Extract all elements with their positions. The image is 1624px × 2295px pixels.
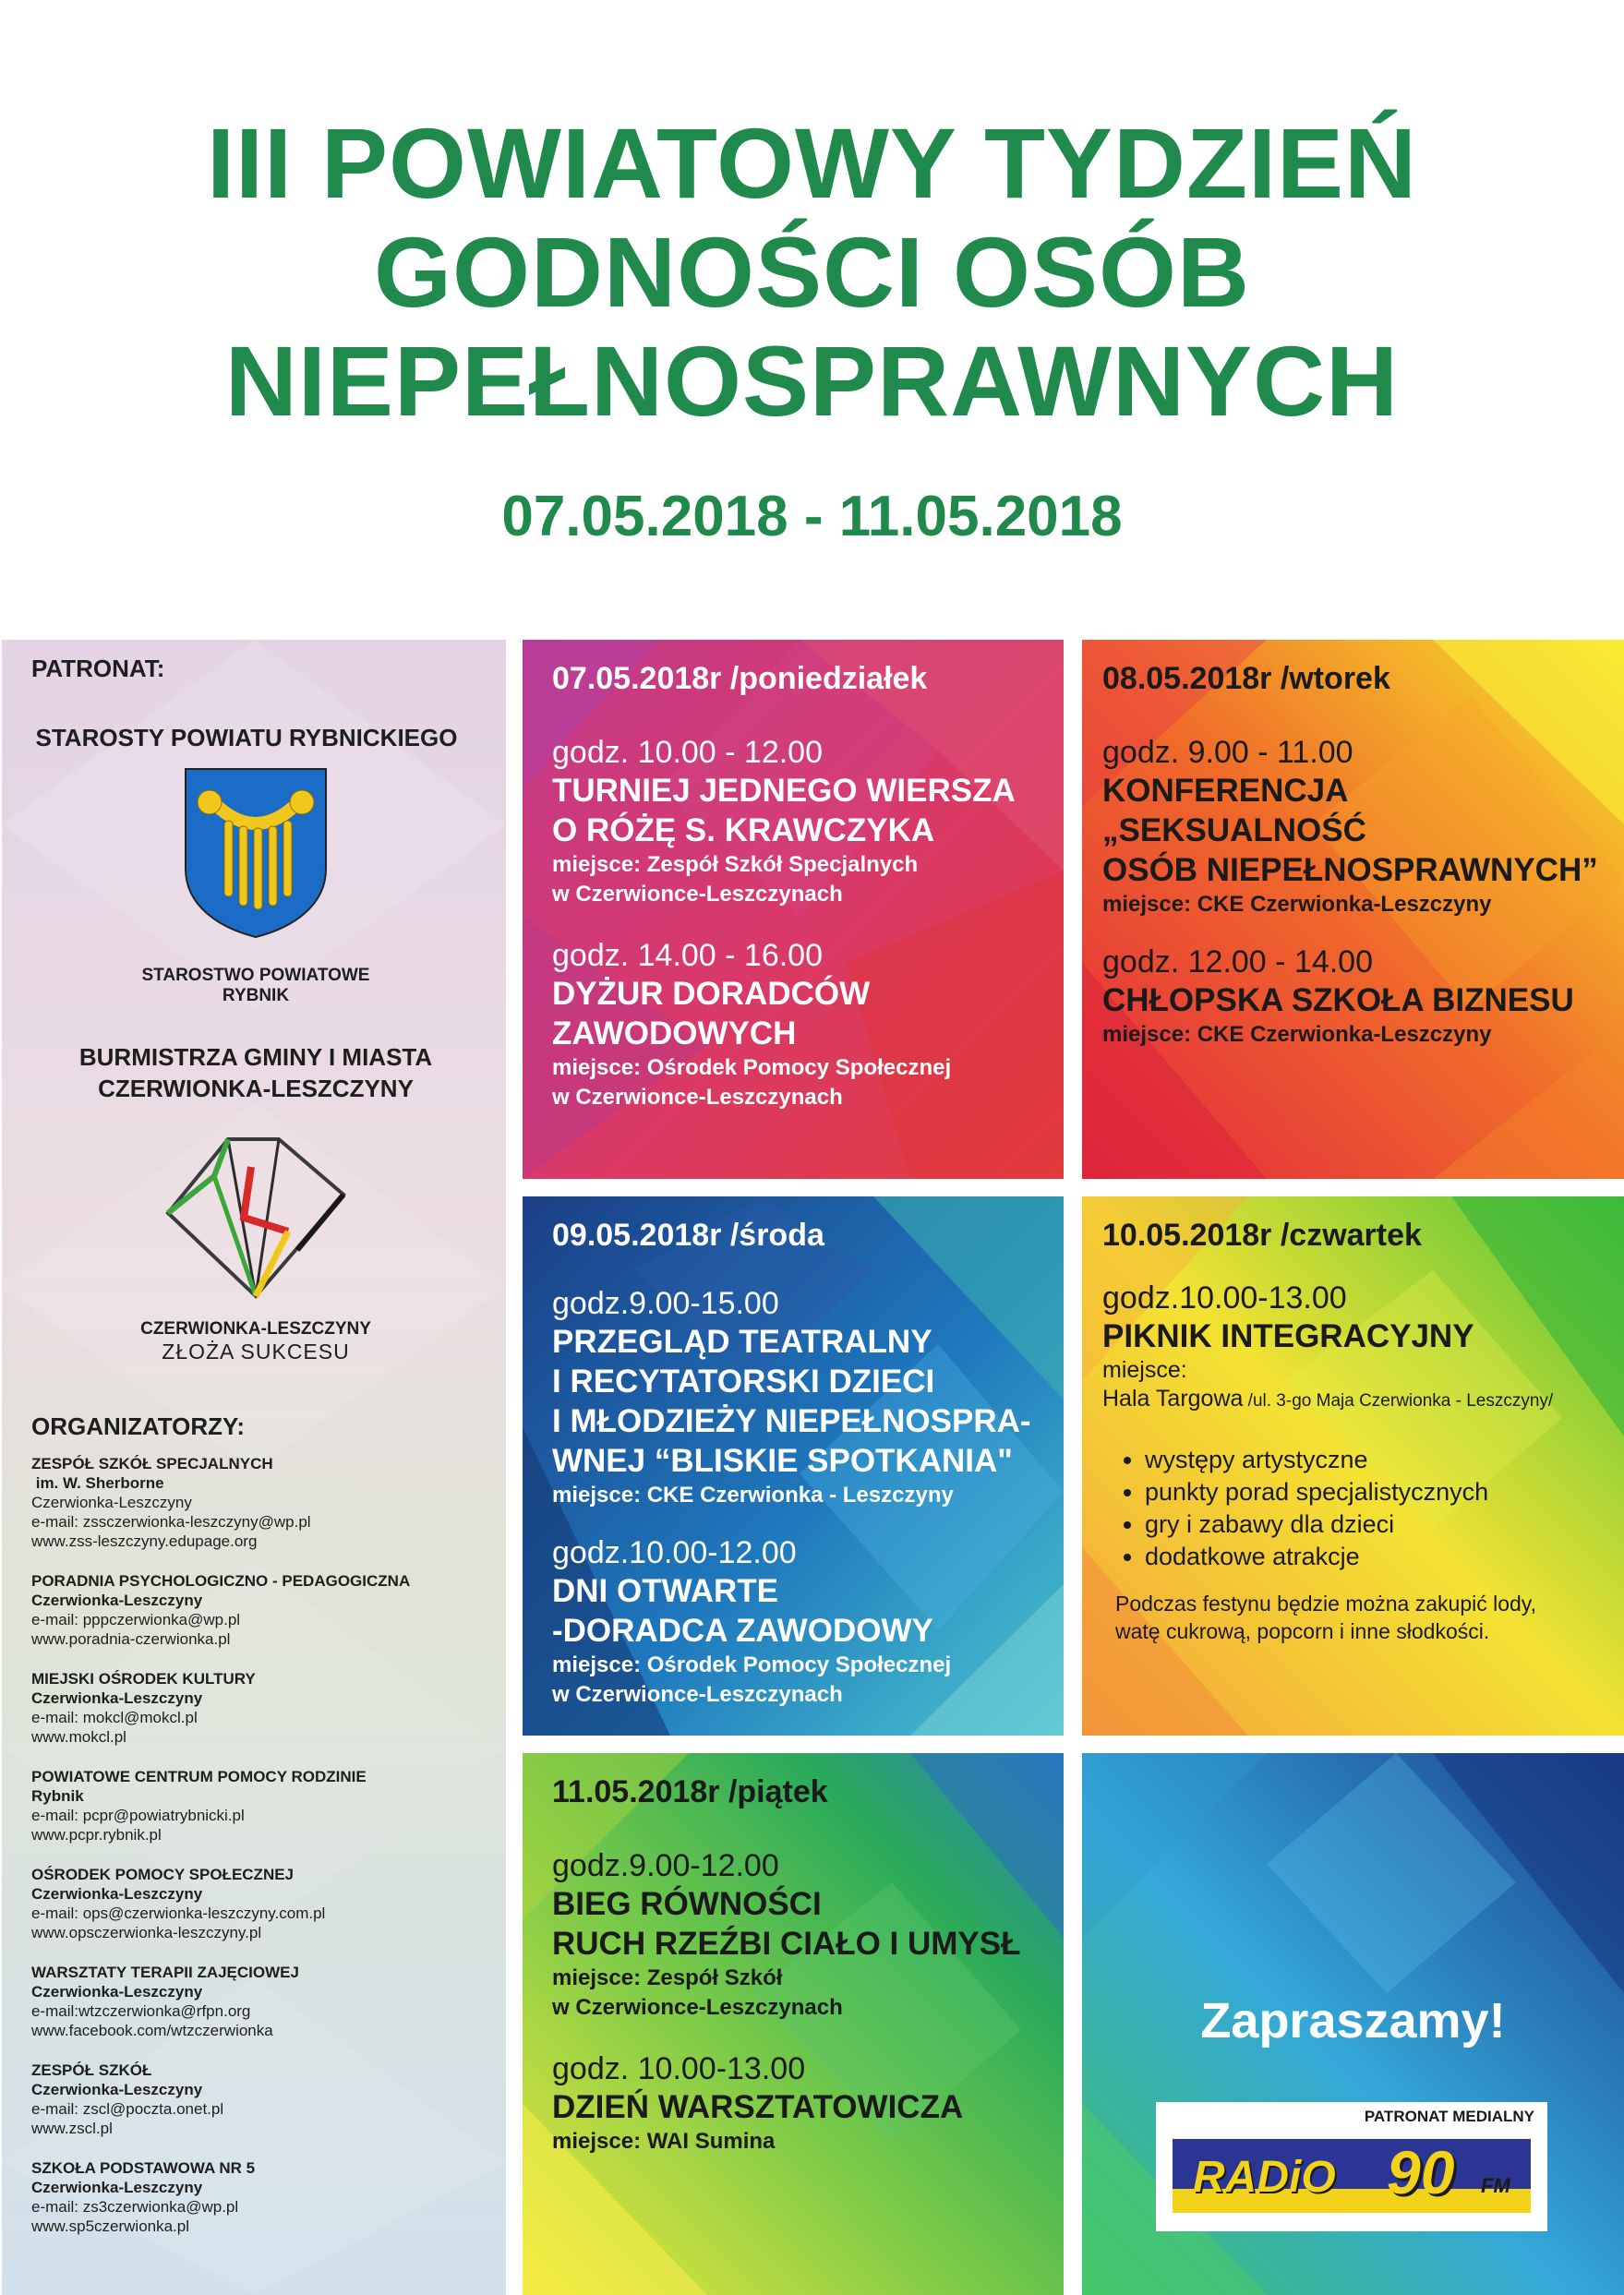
organizer-detail: Czerwionka-Leszczyny bbox=[31, 1494, 192, 1511]
organizer-detail: e-mail: mokcl@mokcl.pl bbox=[31, 1709, 198, 1726]
tuesday-hour1: godz. 9.00 - 11.00 bbox=[1102, 735, 1353, 770]
organizers-label: ORGANIZATORZY: bbox=[31, 1412, 246, 1440]
main-title-line1: III POWIATOWY TYDZIEŃ bbox=[206, 107, 1418, 219]
organizer-detail: www.poradnia-czerwionka.pl bbox=[31, 1630, 231, 1648]
wednesday-hour2: godz.10.00-12.00 bbox=[552, 1535, 797, 1570]
monday-hour1: godz. 10.00 - 12.00 bbox=[552, 735, 824, 770]
list-item: • dodatkowe atrakcje bbox=[1145, 1541, 1624, 1573]
monday-place2-line1: miejsce: Ośrodek Pomocy Społecznej bbox=[552, 1055, 952, 1080]
monday-event2-line2: ZAWODOWYCH bbox=[552, 1015, 797, 1051]
organizer-entry bbox=[31, 2158, 506, 2236]
radio-word: RADiO bbox=[1193, 2153, 1336, 2202]
friday-place2: miejsce: WAI Sumina bbox=[552, 2129, 776, 2154]
organizer-name: MIEJSKI OŚRODEK KULTURY bbox=[31, 1670, 256, 1688]
organizer-entry bbox=[31, 2061, 506, 2138]
thursday-note-line2: watę cukrową, popcorn i inne słodkości. bbox=[1115, 1619, 1490, 1643]
organizers-list bbox=[31, 1454, 506, 2236]
starostwo-line1: STAROSTWO POWIATOWE bbox=[141, 966, 370, 985]
tuesday-panel bbox=[1082, 640, 1624, 1179]
monday-place2-line2: w Czerwionce-Leszczynach bbox=[552, 1085, 843, 1110]
organizer-name: POWIATOWE CENTRUM POMOCY RODZINIE bbox=[31, 1768, 367, 1785]
wednesday-panel bbox=[523, 1196, 1064, 1736]
organizer-detail: Czerwionka-Leszczyny bbox=[31, 2081, 203, 2098]
monday-place1-line2: w Czerwionce-Leszczynach bbox=[552, 882, 843, 907]
organizer-detail: e-mail:wtzczerwionka@rfpn.org bbox=[31, 2002, 251, 2020]
monday-event1-line2: O RÓŻĘ S. KRAWCZYKA bbox=[552, 812, 935, 848]
friday-hour2: godz. 10.00-13.00 bbox=[552, 2051, 806, 2086]
friday-place1-line1: miejsce: Zespół Szkół bbox=[552, 1965, 783, 1990]
organizer-detail: e-mail: zscl@poczta.onet.pl bbox=[31, 2100, 224, 2118]
wednesday-event2-line1: DNI OTWARTE bbox=[552, 1573, 778, 1609]
media-patron-box bbox=[1156, 2102, 1547, 2231]
media-patron-label: PATRONAT MEDIALNY bbox=[1364, 2108, 1534, 2125]
monday-event1-line1: TURNIEJ JEDNEGO WIERSZA bbox=[552, 773, 1016, 809]
thursday-place-name: Hala Targowa bbox=[1102, 1386, 1244, 1412]
wednesday-hour1: godz.9.00-15.00 bbox=[552, 1286, 779, 1321]
logo-slogan: ZŁOŻA SUKCESU bbox=[162, 1340, 350, 1364]
organizer-detail: e-mail: ops@czerwionka-leszczyny.com.pl bbox=[31, 1904, 326, 1922]
thursday-attractions-list bbox=[1102, 1444, 1624, 1573]
thursday-place-detail: /ul. 3-go Maja Czerwionka - Leszczyny/ bbox=[1243, 1391, 1554, 1411]
organizer-name: OŚRODEK POMOCY SPOŁECZNEJ bbox=[31, 1866, 295, 1883]
organizer-detail: e-mail: zssczerwionka-leszczyny@wp.pl bbox=[31, 1513, 311, 1531]
organizer-detail: www.mokcl.pl bbox=[31, 1728, 126, 1746]
friday-hour1: godz.9.00-12.00 bbox=[552, 1848, 779, 1883]
organizer-entry bbox=[31, 1767, 506, 1844]
thursday-place bbox=[1102, 1384, 1624, 1416]
tuesday-event1-line2: „SEKSUALNOŚĆ bbox=[1102, 812, 1366, 848]
friday-event1-line2: RUCH RZEŹBI CIAŁO I UMYSŁ bbox=[552, 1926, 1021, 1962]
organizer-entry bbox=[31, 1669, 506, 1747]
invitation-text: Zapraszamy! bbox=[1200, 1993, 1506, 2049]
monday-date: 07.05.2018r /poniedziałek bbox=[552, 661, 928, 696]
organizer-detail: Czerwionka-Leszczyny bbox=[31, 2179, 203, 2196]
wednesday-date: 09.05.2018r /środa bbox=[552, 1218, 824, 1253]
wednesday-event1-line3: I MŁODZIEŻY NIEPEŁNOSPRA- bbox=[552, 1403, 1031, 1439]
organizer-entry bbox=[31, 1963, 506, 2040]
organizer-detail: Rybnik bbox=[31, 1787, 84, 1805]
starosta-heading: STAROSTY POWIATU RYBNICKIEGO bbox=[35, 724, 458, 751]
organizer-detail: Czerwionka-Leszczyny bbox=[31, 1885, 203, 1903]
organizer-detail: e-mail: pcpr@powiatrybnicki.pl bbox=[31, 1807, 245, 1824]
organizer-detail: www.facebook.com/wtzczerwionka bbox=[31, 2022, 273, 2039]
wednesday-place2-line1: miejsce: Ośrodek Pomocy Społecznej bbox=[552, 1652, 952, 1677]
wednesday-event2-line2: -DORADCA ZAWODOWY bbox=[552, 1613, 933, 1649]
burmistrz-line2: CZERWIONKA-LESZCZYNY bbox=[98, 1075, 414, 1102]
monday-panel bbox=[523, 640, 1064, 1179]
radio-fm: FM bbox=[1481, 2174, 1510, 2197]
organizer-detail: www.zscl.pl bbox=[31, 2120, 113, 2137]
thursday-event1: PIKNIK INTEGRACYJNY bbox=[1102, 1318, 1474, 1354]
friday-place1-line2: w Czerwionce-Leszczynach bbox=[552, 1995, 843, 2020]
tuesday-event1-line3: OSÓB NIEPEŁNOSPRAWNYCH” bbox=[1102, 852, 1598, 888]
radio-number: 90 bbox=[1387, 2138, 1455, 2206]
thursday-panel bbox=[1082, 1196, 1624, 1736]
coat-of-arms-icon bbox=[182, 765, 330, 939]
organizer-name: SZKOŁA PODSTAWOWA NR 5 bbox=[31, 2159, 256, 2177]
organizer-detail: im. W. Sherborne bbox=[31, 1474, 164, 1492]
patronage-panel bbox=[2, 640, 506, 2295]
organizer-detail: Czerwionka-Leszczyny bbox=[31, 1689, 203, 1707]
organizer-detail: www.pcpr.rybnik.pl bbox=[31, 1826, 162, 1844]
starostwo-line2: RYBNIK bbox=[222, 986, 290, 1005]
city-logo-icon bbox=[159, 1130, 353, 1305]
main-title-line2: GODNOŚCI OSÓB bbox=[373, 216, 1251, 328]
thursday-place-label: miejsce: bbox=[1102, 1357, 1187, 1383]
organizer-entry bbox=[31, 1571, 506, 1649]
radio90-logo bbox=[1173, 2139, 1531, 2213]
monday-event2-line1: DYŻUR DORADCÓW bbox=[552, 976, 871, 1012]
organizer-detail: e-mail: pppczerwionka@wp.pl bbox=[31, 1611, 241, 1628]
tuesday-date: 08.05.2018r /wtorek bbox=[1102, 661, 1390, 696]
wednesday-event1-line2: I RECYTATORSKI DZIECI bbox=[552, 1364, 935, 1400]
list-item: • punkty porad specjalistycznych bbox=[1145, 1476, 1624, 1508]
coat-of-arms-wrap bbox=[31, 765, 480, 943]
thursday-hour1: godz.10.00-13.00 bbox=[1102, 1280, 1347, 1316]
organizer-detail: www.zss-leszczyny.edupage.org bbox=[31, 1532, 258, 1550]
invitation-panel bbox=[1082, 1753, 1624, 2295]
organizer-detail: www.sp5czerwionka.pl bbox=[31, 2217, 190, 2235]
organizer-detail: www.opsczerwionka-leszczyny.pl bbox=[31, 1924, 262, 1941]
friday-date: 11.05.2018r /piątek bbox=[552, 1774, 828, 1809]
tuesday-hour2: godz. 12.00 - 14.00 bbox=[1102, 944, 1374, 979]
city-logo-wrap bbox=[31, 1130, 480, 1310]
organizer-detail: e-mail: zs3czerwionka@wp.pl bbox=[31, 2198, 239, 2216]
wednesday-place2-line2: w Czerwionce-Leszczynach bbox=[552, 1682, 843, 1707]
organizer-entry bbox=[31, 1865, 506, 1942]
thursday-note-line1: Podczas festynu będzie można zakupić lody, bbox=[1115, 1592, 1536, 1616]
friday-panel bbox=[523, 1753, 1064, 2295]
date-range: 07.05.2018 - 11.05.2018 bbox=[501, 485, 1123, 548]
list-item: • występy artystyczne bbox=[1145, 1444, 1624, 1476]
organizer-detail: Czerwionka-Leszczyny bbox=[31, 1983, 203, 2001]
tuesday-event2: CHŁOPSKA SZKOŁA BIZNESU bbox=[1102, 982, 1574, 1018]
organizer-name: PORADNIA PSYCHOLOGICZNO - PEDAGOGICZNA bbox=[31, 1572, 411, 1590]
logo-name: CZERWIONKA-LESZCZYNY bbox=[140, 1319, 371, 1339]
organizer-name: WARSZTATY TERAPII ZAJĘCIOWEJ bbox=[31, 1964, 299, 1981]
wednesday-event1-line1: PRZEGLĄD TEATRALNY bbox=[552, 1324, 932, 1360]
wednesday-place1: miejsce: CKE Czerwionka - Leszczyny bbox=[552, 1483, 954, 1508]
list-item: • gry i zabawy dla dzieci bbox=[1145, 1508, 1624, 1541]
friday-event1-line1: BIEG RÓWNOŚCI bbox=[552, 1886, 822, 1922]
organizer-detail: Czerwionka-Leszczyny bbox=[31, 1592, 203, 1609]
friday-event2: DZIEŃ WARSZTATOWICZA bbox=[552, 2089, 964, 2125]
monday-hour2: godz. 14.00 - 16.00 bbox=[552, 938, 824, 973]
main-title-line3: NIEPEŁNOSPRAWNYCH bbox=[224, 325, 1400, 437]
organizer-name: ZESPÓŁ SZKÓŁ bbox=[31, 2061, 152, 2079]
burmistrz-line1: BURMISTRZA GMINY I MIASTA bbox=[78, 1043, 433, 1071]
organizer-name: ZESPÓŁ SZKÓŁ SPECJALNYCH bbox=[31, 1455, 273, 1472]
tuesday-event1-line1: KONFERENCJA bbox=[1102, 773, 1349, 809]
monday-place1-line1: miejsce: Zespół Szkół Specjalnych bbox=[552, 852, 919, 877]
organizer-entry bbox=[31, 1454, 506, 1551]
patronat-label: PATRONAT: bbox=[31, 655, 165, 682]
thursday-date: 10.05.2018r /czwartek bbox=[1102, 1218, 1422, 1253]
tuesday-place1: miejsce: CKE Czerwionka-Leszczyny bbox=[1102, 892, 1492, 917]
tuesday-place2: miejsce: CKE Czerwionka-Leszczyny bbox=[1102, 1022, 1492, 1047]
wednesday-event1-line4: WNEJ “BLISKIE SPOTKANIA" bbox=[552, 1443, 1013, 1479]
